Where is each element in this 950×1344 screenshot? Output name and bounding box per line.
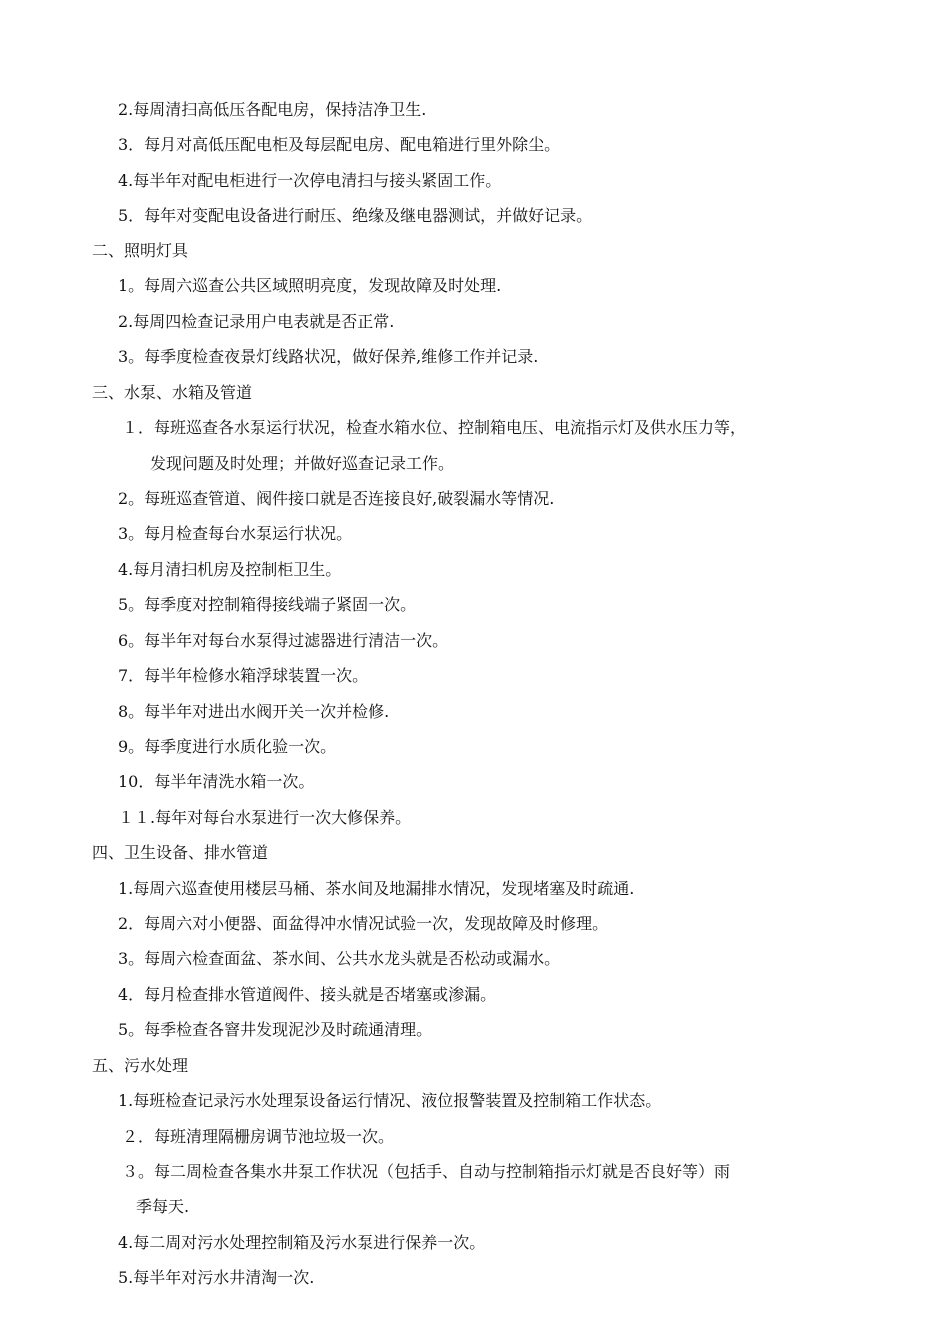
section-heading: 五、污水处理 <box>92 1056 189 1075</box>
text-line: 发现问题及时处理；并做好巡查记录工作。 <box>150 454 455 473</box>
section-heading: 四、卫生设备、排水管道 <box>92 843 269 862</box>
text-line: １１.每年对每台水泵进行一次大修保养。 <box>118 808 412 827</box>
text-line: 9。每季度进行水质化验一次。 <box>118 737 337 756</box>
text-line: 季每天. <box>136 1197 190 1216</box>
text-line: 3。每周六检查面盆、茶水间、公共水龙头就是否松动或漏水。 <box>118 949 561 968</box>
text-line: 4.每半年对配电柜进行一次停电清扫与接头紧固工作。 <box>118 171 502 190</box>
text-line: 1.每班检查记录污水处理泵设备运行情况、液位报警装置及控制箱工作状态。 <box>118 1091 662 1110</box>
text-line: 2．每周六对小便器、面盆得冲水情况试验一次，发现故障及时修理。 <box>118 914 609 933</box>
text-line: 5.每半年对污水井清淘一次. <box>118 1268 315 1287</box>
text-line: 3．每月对高低压配电柜及每层配电房、配电箱进行里外除尘。 <box>118 135 561 154</box>
text-line: 4．每月检查排水管道阀件、接头就是否堵塞或渗漏。 <box>118 985 497 1004</box>
text-line: ３。每二周检查各集水井泵工作状况（包括手、自动与控制箱指示灯就是否良好等）雨 <box>122 1162 731 1181</box>
text-line: 10．每半年清洗水箱一次。 <box>118 772 315 791</box>
text-line: 3。每月检查每台水泵运行状况。 <box>118 524 353 543</box>
text-line: 3。每季度检查夜景灯线路状况，做好保养,维修工作并记录. <box>118 347 539 366</box>
text-line: 4.每月清扫机房及控制柜卫生。 <box>118 560 342 579</box>
text-line: 5。每季度对控制箱得接线端子紧固一次。 <box>118 595 417 614</box>
text-line: 2.每周清扫高低压各配电房，保持洁净卫生. <box>118 100 427 119</box>
text-line: 4.每二周对污水处理控制箱及污水泵进行保养一次。 <box>118 1233 486 1252</box>
text-line: 5。每季检查各窨井发现泥沙及时疏通清理。 <box>118 1020 433 1039</box>
text-line: ２．每班清理隔栅房调节池垃圾一次。 <box>122 1127 395 1146</box>
text-line: 2.每周四检查记录用户电表就是否正常. <box>118 312 395 331</box>
text-line: 1。每周六巡查公共区域照明亮度，发现故障及时处理. <box>118 276 502 295</box>
text-line: １．每班巡查各水泵运行状况，检查水箱水位、控制箱电压、电流指示灯及供水压力等， <box>122 418 747 437</box>
text-line: 7．每半年检修水箱浮球装置一次。 <box>118 666 369 685</box>
text-line: 8。每半年对进出水阀开关一次并检修. <box>118 702 390 721</box>
text-line: 2。每班巡查管道、阀件接口就是否连接良好,破裂漏水等情况. <box>118 489 555 508</box>
section-heading: 二、照明灯具 <box>92 241 189 260</box>
text-line: 1.每周六巡查使用楼层马桶、茶水间及地漏排水情况，发现堵塞及时疏通. <box>118 879 635 898</box>
section-heading: 三、水泵、水箱及管道 <box>92 383 253 402</box>
text-line: 6。每半年对每台水泵得过滤器进行清洁一次。 <box>118 631 449 650</box>
text-line: 5．每年对变配电设备进行耐压、绝缘及继电器测试，并做好记录。 <box>118 206 593 225</box>
